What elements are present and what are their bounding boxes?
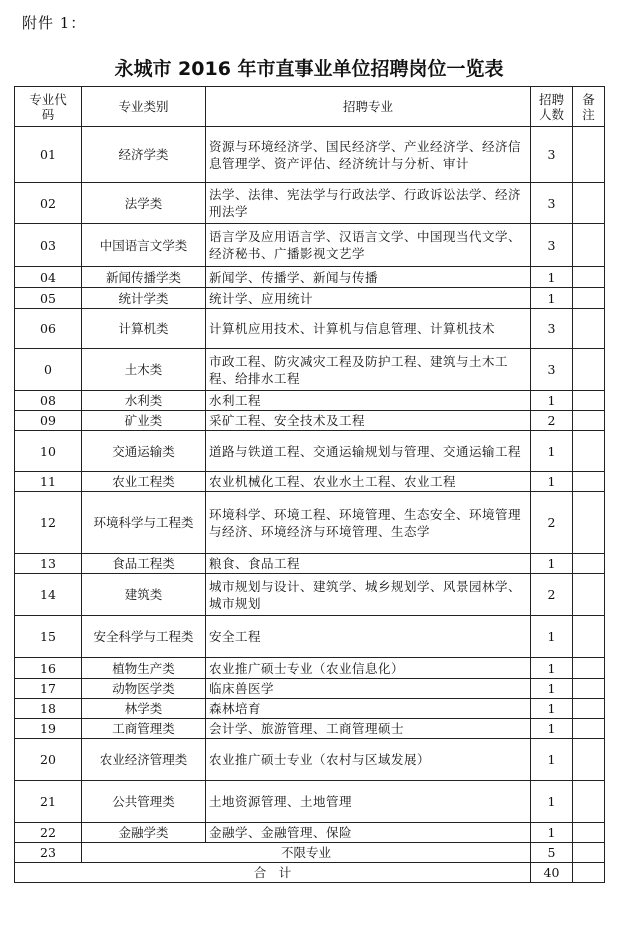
row-category: 交通运输类 [82, 431, 206, 472]
row-major: 临床兽医学 [206, 679, 531, 699]
row-count: 1 [531, 699, 573, 719]
table-header-row [15, 87, 605, 127]
unlimited-label: 不限专业 [82, 843, 531, 863]
row-code: 03 [15, 224, 82, 267]
document-title: 永城市 2016 年市直事业单位招聘岗位一览表 [114, 58, 504, 80]
row-code: 14 [15, 574, 82, 616]
row-major: 森林培育 [206, 699, 531, 719]
row-count: 1 [531, 719, 573, 739]
table-row [15, 472, 605, 492]
row-count: 3 [531, 127, 573, 183]
row-category: 农业经济管理类 [82, 739, 206, 781]
row-count: 1 [531, 288, 573, 309]
table-row [15, 719, 605, 739]
row-code: 12 [15, 492, 82, 554]
row-count: 1 [531, 739, 573, 781]
row-code: 20 [15, 739, 82, 781]
row-major: 采矿工程、安全技术及工程 [206, 411, 531, 431]
row-major: 法学、法律、宪法学与行政法学、行政诉讼法学、经济刑法学 [206, 183, 531, 224]
row-remark [573, 699, 605, 719]
row-code: 06 [15, 309, 82, 349]
table-row-total [15, 863, 605, 883]
row-major: 金融学、金融管理、保险 [206, 823, 531, 843]
header-category: 专业类别 [82, 87, 206, 127]
row-remark [573, 492, 605, 554]
row-major: 会计学、旅游管理、工商管理硕士 [206, 719, 531, 739]
table-row [15, 288, 605, 309]
row-major: 城市规划与设计、建筑学、城乡规划学、风景园林学、城市规划 [206, 574, 531, 616]
row-count: 3 [531, 349, 573, 391]
row-category: 公共管理类 [82, 781, 206, 823]
row-code: 17 [15, 679, 82, 699]
row-remark [573, 411, 605, 431]
row-count: 2 [531, 411, 573, 431]
row-major: 市政工程、防灾减灾工程及防护工程、建筑与土木工程、给排水工程 [206, 349, 531, 391]
row-code: 02 [15, 183, 82, 224]
table-row [15, 411, 605, 431]
table-row [15, 616, 605, 658]
table-row [15, 658, 605, 679]
row-remark [573, 679, 605, 699]
row-remark [573, 616, 605, 658]
header-major: 招聘专业 [206, 87, 531, 127]
row-code: 11 [15, 472, 82, 492]
row-category: 土木类 [82, 349, 206, 391]
table-row [15, 224, 605, 267]
row-category: 林学类 [82, 699, 206, 719]
row-remark [573, 472, 605, 492]
row-count: 1 [531, 267, 573, 288]
table-row [15, 492, 605, 554]
row-major: 农业机械化工程、农业水土工程、农业工程 [206, 472, 531, 492]
row-category: 动物医学类 [82, 679, 206, 699]
table-row [15, 823, 605, 843]
table-row [15, 127, 605, 183]
row-code: 10 [15, 431, 82, 472]
header-remark: 备注 [573, 87, 605, 127]
total-label: 合 计 [15, 863, 531, 883]
row-category: 经济学类 [82, 127, 206, 183]
row-major: 环境科学、环境工程、环境管理、生态安全、环境管理与经济、环境经济与环境管理、生态学 [206, 492, 531, 554]
row-code: 22 [15, 823, 82, 843]
row-major: 道路与铁道工程、交通运输规划与管理、交通运输工程 [206, 431, 531, 472]
row-remark [573, 658, 605, 679]
row-remark [573, 183, 605, 224]
row-code: 01 [15, 127, 82, 183]
table-body [15, 127, 605, 883]
row-remark [573, 574, 605, 616]
row-major: 资源与环境经济学、国民经济学、产业经济学、经济信息管理学、资产评估、经济统计与分析、审计 [206, 127, 531, 183]
row-category: 新闻传播学类 [82, 267, 206, 288]
header-count: 招聘人数 [531, 87, 573, 127]
total-remark [573, 863, 605, 883]
total-count: 40 [531, 863, 573, 883]
row-major: 农业推广硕士专业（农业信息化） [206, 658, 531, 679]
row-remark [573, 288, 605, 309]
unlimited-code: 23 [15, 843, 82, 863]
table-row [15, 431, 605, 472]
row-major: 粮食、食品工程 [206, 554, 531, 574]
row-count: 3 [531, 224, 573, 267]
row-count: 1 [531, 823, 573, 843]
row-remark [573, 554, 605, 574]
positions-table [14, 86, 605, 883]
row-category: 水利类 [82, 391, 206, 411]
table-row [15, 554, 605, 574]
unlimited-remark [573, 843, 605, 863]
row-code: 21 [15, 781, 82, 823]
row-major: 语言学及应用语言学、汉语言文学、中国现当代文学、经济秘书、广播影视文艺学 [206, 224, 531, 267]
row-count: 1 [531, 472, 573, 492]
row-code: 09 [15, 411, 82, 431]
row-category: 中国语言文学类 [82, 224, 206, 267]
row-category: 农业工程类 [82, 472, 206, 492]
row-remark [573, 739, 605, 781]
row-category: 矿业类 [82, 411, 206, 431]
row-remark [573, 127, 605, 183]
row-category: 法学类 [82, 183, 206, 224]
row-remark [573, 719, 605, 739]
row-count: 1 [531, 679, 573, 699]
row-major: 统计学、应用统计 [206, 288, 531, 309]
row-category: 工商管理类 [82, 719, 206, 739]
row-code: 13 [15, 554, 82, 574]
table-row [15, 267, 605, 288]
row-category: 环境科学与工程类 [82, 492, 206, 554]
row-code: 15 [15, 616, 82, 658]
row-code: 18 [15, 699, 82, 719]
unlimited-count: 5 [531, 843, 573, 863]
row-remark [573, 267, 605, 288]
row-count: 1 [531, 431, 573, 472]
row-category: 金融学类 [82, 823, 206, 843]
row-major: 农业推广硕士专业（农村与区域发展） [206, 739, 531, 781]
row-code: 04 [15, 267, 82, 288]
row-remark [573, 781, 605, 823]
row-category: 统计学类 [82, 288, 206, 309]
header-code: 专业代码 [15, 87, 82, 127]
row-remark [573, 224, 605, 267]
row-count: 3 [531, 309, 573, 349]
row-category: 植物生产类 [82, 658, 206, 679]
table-row [15, 309, 605, 349]
row-count: 1 [531, 616, 573, 658]
row-major: 计算机应用技术、计算机与信息管理、计算机技术 [206, 309, 531, 349]
row-category: 安全科学与工程类 [82, 616, 206, 658]
row-count: 2 [531, 492, 573, 554]
row-code: 08 [15, 391, 82, 411]
row-remark [573, 391, 605, 411]
row-count: 3 [531, 183, 573, 224]
row-count: 1 [531, 391, 573, 411]
row-major: 安全工程 [206, 616, 531, 658]
row-category: 计算机类 [82, 309, 206, 349]
row-category: 食品工程类 [82, 554, 206, 574]
row-remark [573, 823, 605, 843]
table-row [15, 699, 605, 719]
attachment-label: 附件 1： [22, 14, 87, 32]
table-row [15, 781, 605, 823]
row-code: 05 [15, 288, 82, 309]
row-code: 16 [15, 658, 82, 679]
row-major: 水利工程 [206, 391, 531, 411]
row-remark [573, 309, 605, 349]
table-row [15, 574, 605, 616]
row-count: 1 [531, 554, 573, 574]
table-row [15, 679, 605, 699]
table-row-unlimited [15, 843, 605, 863]
row-major: 新闻学、传播学、新闻与传播 [206, 267, 531, 288]
row-code: 19 [15, 719, 82, 739]
row-count: 1 [531, 658, 573, 679]
row-remark [573, 431, 605, 472]
row-remark [573, 349, 605, 391]
table-row [15, 183, 605, 224]
row-count: 1 [531, 781, 573, 823]
row-category: 建筑类 [82, 574, 206, 616]
row-major: 土地资源管理、土地管理 [206, 781, 531, 823]
row-code: 0 [15, 349, 82, 391]
row-count: 2 [531, 574, 573, 616]
table-row [15, 391, 605, 411]
table-row [15, 739, 605, 781]
table-row [15, 349, 605, 391]
